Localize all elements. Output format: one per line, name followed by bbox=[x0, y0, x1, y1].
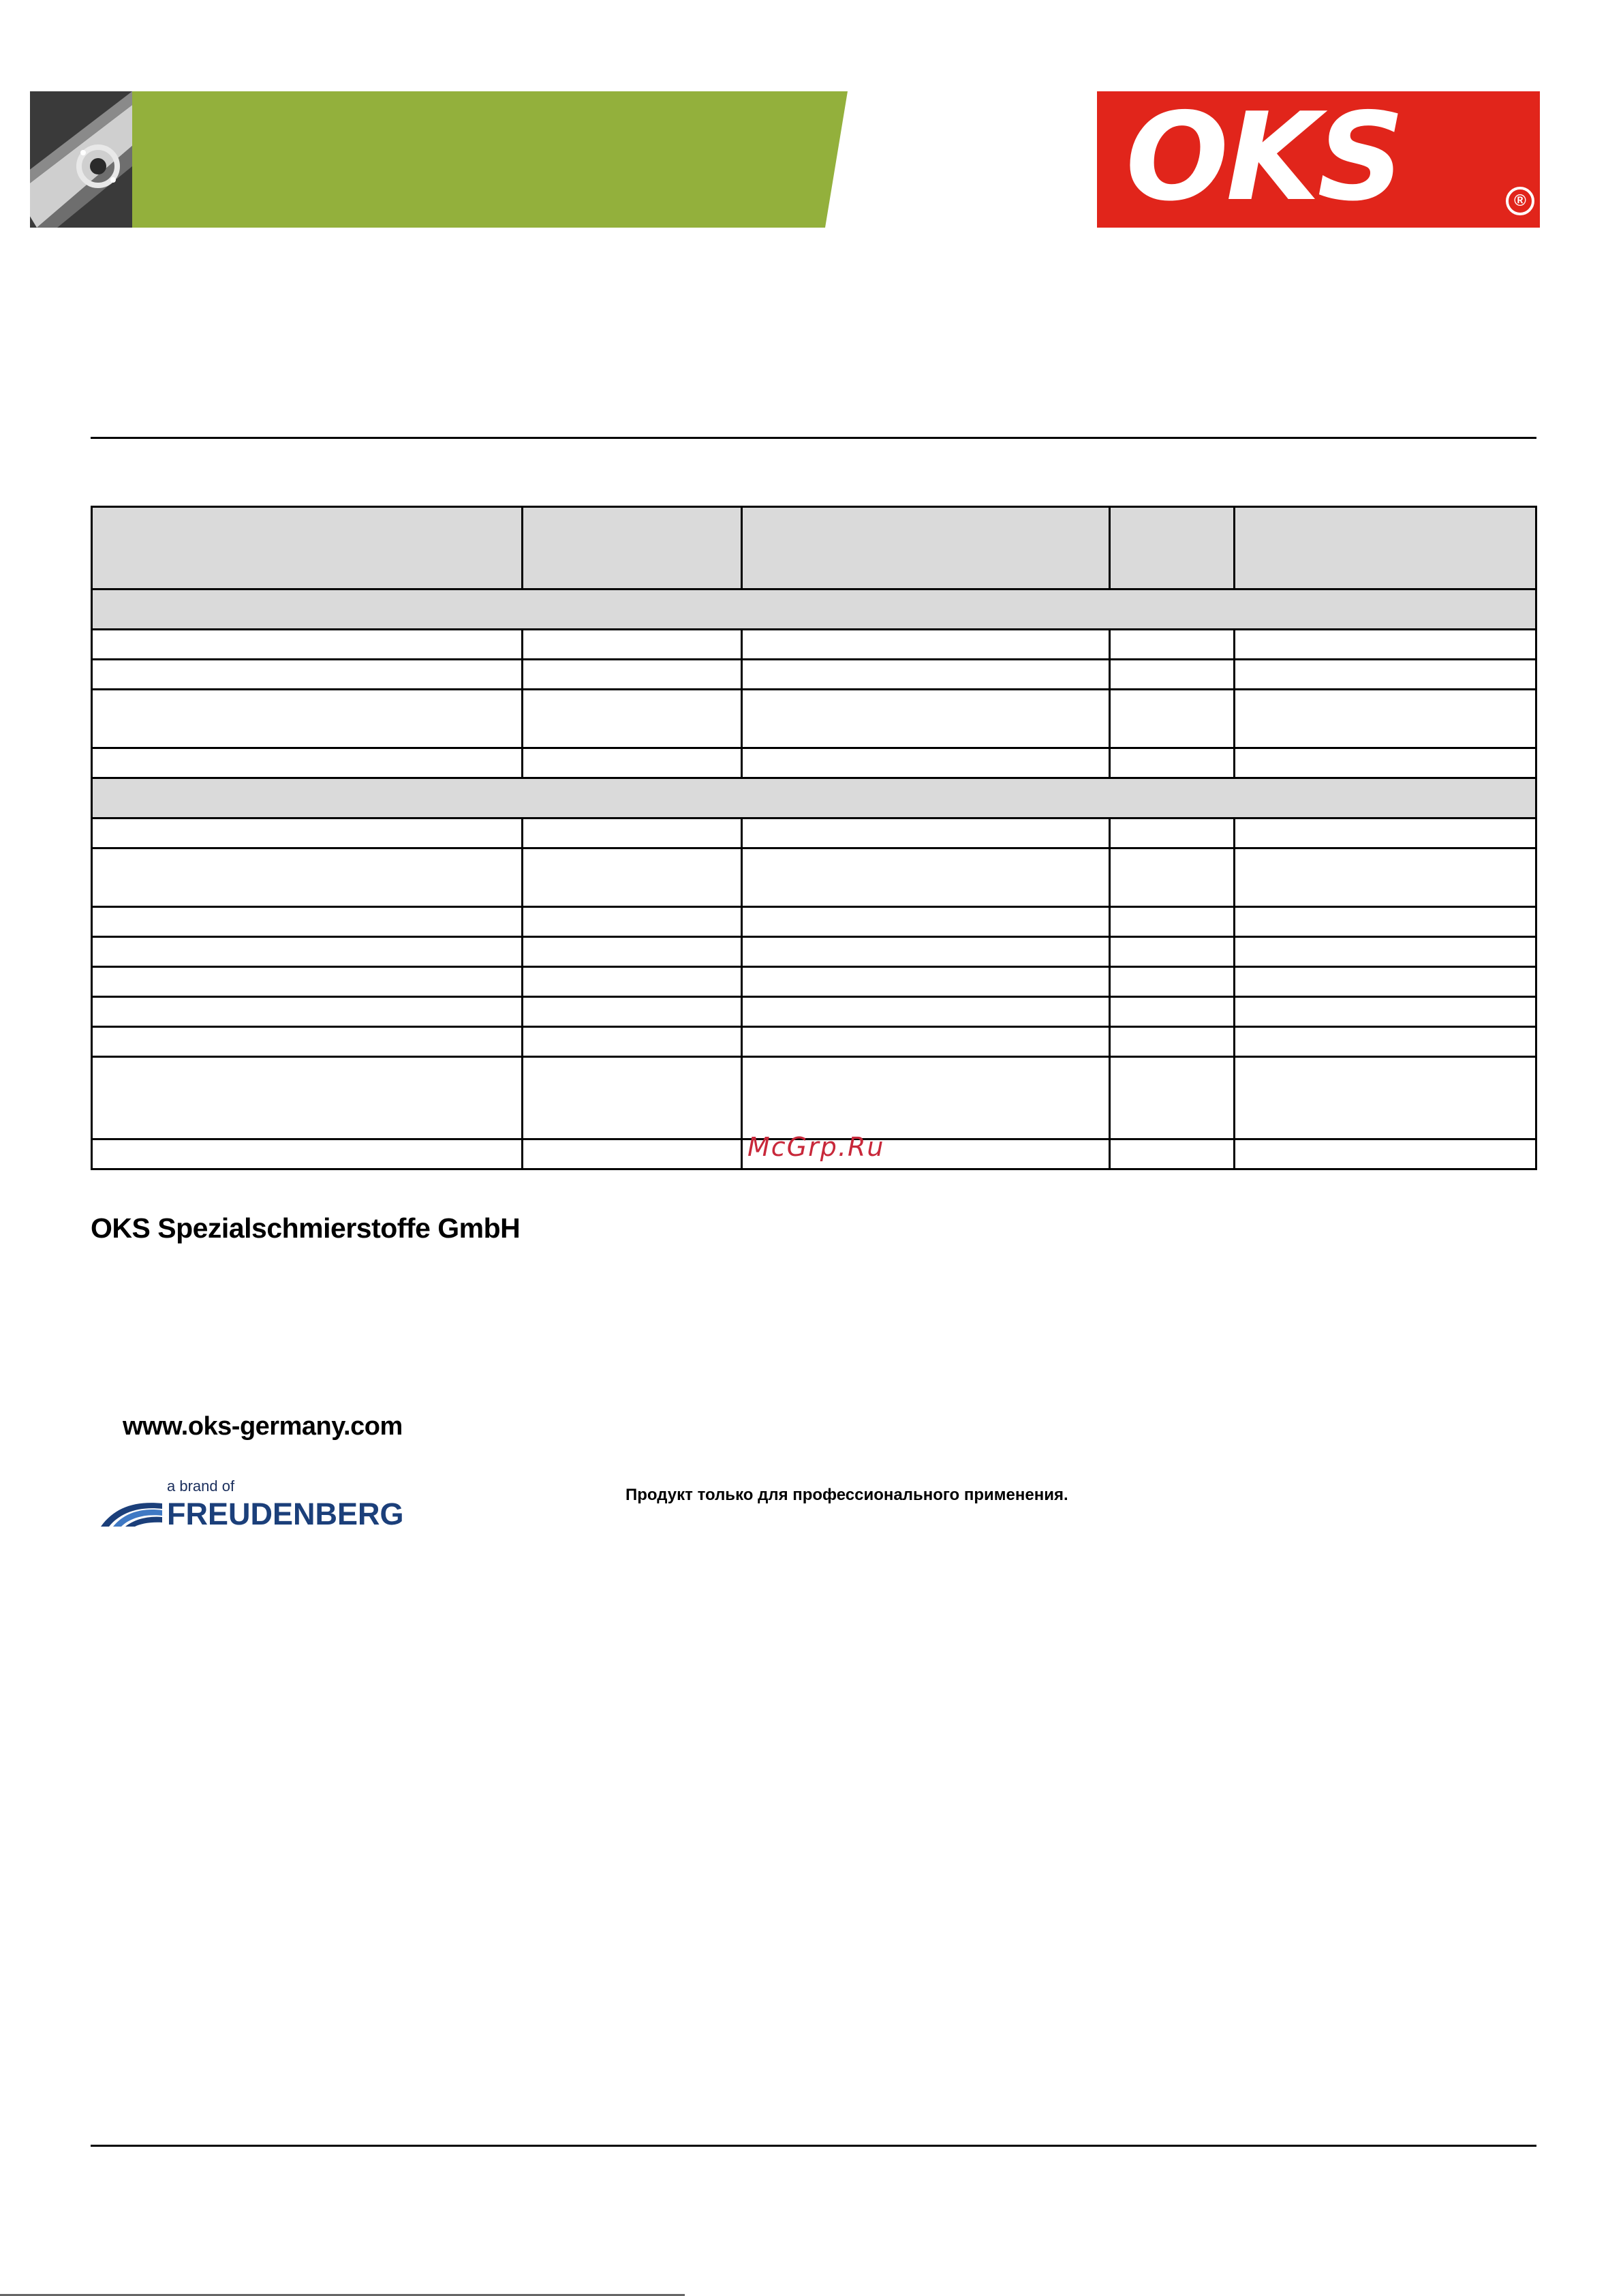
table-cell bbox=[523, 967, 742, 997]
table-cell bbox=[523, 997, 742, 1027]
section-label bbox=[92, 590, 1536, 630]
table-row bbox=[92, 630, 1536, 660]
freudenberg-logo-icon bbox=[101, 1501, 162, 1528]
table-row bbox=[92, 690, 1536, 748]
column-header bbox=[742, 507, 1110, 590]
column-header bbox=[1110, 507, 1235, 590]
oks-logo-text: OKS bbox=[1126, 87, 1402, 228]
table-cell bbox=[1235, 997, 1536, 1027]
table-cell bbox=[1235, 690, 1536, 748]
professional-use-notice: Продукт только для профессионального применения. bbox=[625, 1486, 1068, 1504]
table-cell bbox=[742, 1027, 1110, 1057]
table-cell bbox=[92, 690, 523, 748]
table-cell bbox=[1110, 1027, 1235, 1057]
table-cell bbox=[1235, 818, 1536, 848]
header-photo bbox=[30, 91, 132, 228]
table-cell bbox=[742, 997, 1110, 1027]
table-cell bbox=[523, 690, 742, 748]
website-link[interactable]: www.oks-germany.com bbox=[123, 1412, 403, 1441]
oks-logo bbox=[1097, 87, 1540, 228]
watermark: McGrp.Ru bbox=[747, 1132, 885, 1162]
table-cell bbox=[742, 937, 1110, 967]
table-cell bbox=[1110, 630, 1235, 660]
table-cell bbox=[742, 967, 1110, 997]
table-row bbox=[92, 1057, 1536, 1139]
table-row bbox=[92, 1027, 1536, 1057]
table-cell bbox=[92, 748, 523, 778]
column-header bbox=[1235, 507, 1536, 590]
table-cell bbox=[92, 1057, 523, 1139]
table-cell bbox=[1110, 907, 1235, 937]
metal-pipe-image bbox=[30, 91, 132, 228]
table-cell bbox=[1235, 660, 1536, 690]
table-cell bbox=[1110, 997, 1235, 1027]
table-cell bbox=[523, 748, 742, 778]
table-cell bbox=[1110, 748, 1235, 778]
table-cell bbox=[92, 907, 523, 937]
header-green-band bbox=[132, 91, 848, 228]
table-cell bbox=[1235, 748, 1536, 778]
table-cell bbox=[523, 1027, 742, 1057]
table-cell bbox=[742, 818, 1110, 848]
table-cell bbox=[1235, 907, 1536, 937]
footer-divider bbox=[91, 2145, 1536, 2147]
table-body bbox=[92, 590, 1536, 1169]
table-cell bbox=[1110, 1057, 1235, 1139]
table-cell bbox=[523, 848, 742, 907]
table-cell bbox=[742, 748, 1110, 778]
table-row bbox=[92, 660, 1536, 690]
table-cell bbox=[1110, 660, 1235, 690]
table-cell bbox=[742, 690, 1110, 748]
table-cell bbox=[523, 1057, 742, 1139]
table-cell bbox=[742, 1057, 1110, 1139]
table-cell bbox=[92, 1139, 523, 1169]
company-name: OKS Spezialschmierstoffe GmbH bbox=[91, 1212, 521, 1244]
brand-of-label: a brand of bbox=[167, 1478, 235, 1495]
table-cell bbox=[742, 907, 1110, 937]
table-cell bbox=[1235, 1057, 1536, 1139]
table-cell bbox=[1110, 937, 1235, 967]
column-header bbox=[523, 507, 742, 590]
table-cell bbox=[1235, 1027, 1536, 1057]
table-cell bbox=[92, 848, 523, 907]
freudenberg-brand-name: FREUDENBERG bbox=[167, 1497, 404, 1531]
table-row bbox=[92, 997, 1536, 1027]
table-cell bbox=[523, 630, 742, 660]
table-cell bbox=[92, 997, 523, 1027]
table-cell bbox=[1235, 967, 1536, 997]
table-cell bbox=[92, 630, 523, 660]
table-row bbox=[92, 937, 1536, 967]
green-band-shape bbox=[132, 91, 848, 228]
table-cell bbox=[1235, 848, 1536, 907]
table-cell bbox=[742, 848, 1110, 907]
table-row bbox=[92, 967, 1536, 997]
column-header bbox=[92, 507, 523, 590]
table-cell bbox=[1110, 967, 1235, 997]
table-cell bbox=[742, 630, 1110, 660]
table-cell bbox=[742, 660, 1110, 690]
table-cell bbox=[523, 937, 742, 967]
table-cell bbox=[1110, 848, 1235, 907]
table-cell bbox=[1110, 818, 1235, 848]
registered-mark: ® bbox=[1506, 187, 1534, 215]
spec-table bbox=[91, 506, 1535, 1170]
table-cell bbox=[92, 818, 523, 848]
table-cell bbox=[523, 660, 742, 690]
table-header-row bbox=[92, 507, 1536, 590]
table-cell bbox=[92, 967, 523, 997]
table-cell bbox=[1235, 937, 1536, 967]
table-row bbox=[92, 848, 1536, 907]
table-section-row bbox=[92, 590, 1536, 630]
table-section-row bbox=[92, 778, 1536, 818]
table-cell bbox=[523, 907, 742, 937]
table-cell bbox=[1235, 1139, 1536, 1169]
table-cell bbox=[1110, 1139, 1235, 1169]
table-cell bbox=[523, 1139, 742, 1169]
table-cell bbox=[92, 937, 523, 967]
table-cell bbox=[92, 660, 523, 690]
header-divider bbox=[91, 437, 1536, 439]
table-cell bbox=[523, 818, 742, 848]
table-cell bbox=[1110, 690, 1235, 748]
table-cell bbox=[92, 1027, 523, 1057]
table-cell bbox=[1235, 630, 1536, 660]
table-row bbox=[92, 818, 1536, 848]
section-label bbox=[92, 778, 1536, 818]
table-row bbox=[92, 748, 1536, 778]
table-row bbox=[92, 907, 1536, 937]
